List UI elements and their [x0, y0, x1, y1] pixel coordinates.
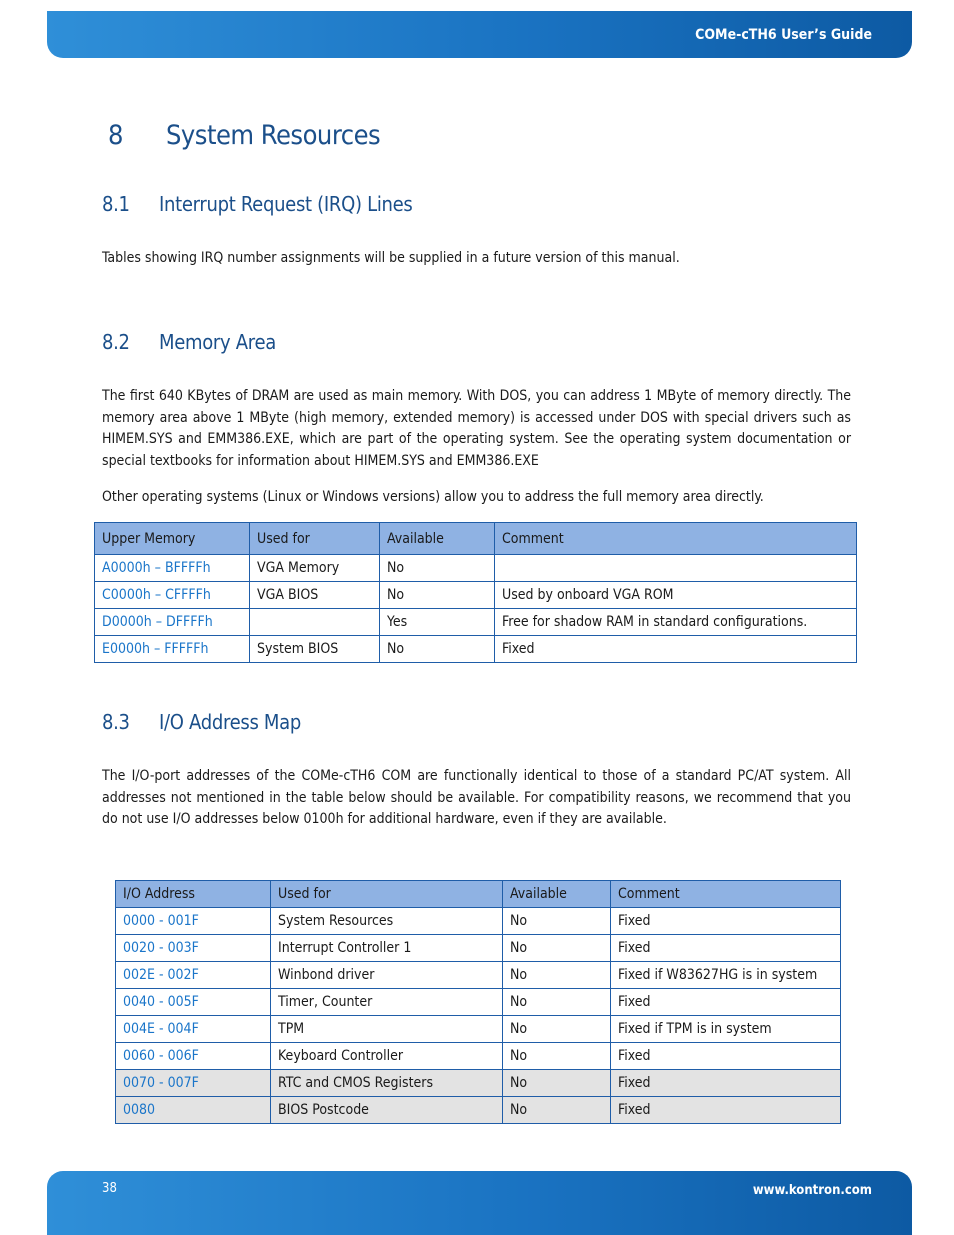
table-cell: Fixed — [611, 908, 841, 935]
section-title: I/O Address Map — [159, 710, 302, 734]
table-cell — [250, 609, 380, 636]
table-cell: Fixed if W83627HG is in system — [611, 962, 841, 989]
address-link[interactable]: A0000h – BFFFFh — [95, 555, 250, 582]
irq-paragraph: Tables showing IRQ number assignments will be supplied in a future version of this manual. — [102, 250, 680, 266]
table-row — [116, 962, 841, 989]
table-row — [95, 636, 857, 663]
section-heading-irq — [102, 192, 412, 216]
section-number: 8.2 — [102, 330, 130, 354]
chapter-number: 8 — [108, 120, 123, 151]
memory-table — [94, 522, 857, 663]
table-cell: System BIOS — [250, 636, 380, 663]
address-link[interactable]: 0000 - 001F — [116, 908, 271, 935]
chapter-title: System Resources — [166, 120, 381, 151]
io-address-table — [115, 880, 841, 1124]
address-link[interactable]: 0060 - 006F — [116, 1043, 271, 1070]
memory-paragraph-2: Other operating systems (Linux or Windows versions) allow you to address the full memory area directly. — [102, 489, 764, 505]
table-cell: No — [503, 989, 611, 1016]
table-row — [116, 1043, 841, 1070]
table-cell: Fixed — [611, 1070, 841, 1097]
table-cell: No — [503, 962, 611, 989]
table-cell: No — [380, 582, 495, 609]
table-cell: No — [503, 908, 611, 935]
footer-bar — [47, 1171, 912, 1235]
table-cell: No — [380, 636, 495, 663]
address-link[interactable]: 0020 - 003F — [116, 935, 271, 962]
table-cell: Keyboard Controller — [271, 1043, 503, 1070]
memory-paragraph-1: The first 640 KBytes of DRAM are used as main memory. With DOS, you can address 1 MByte of memory directly. The memory area above 1 MByte (high memory, extended memory) is accessed under DOS with special drivers such as HIMEM.SYS and EMM386.EXE, which are part of the operating system. See the operating system documentation or special textbooks for information about HIMEM.SYS and EMM386.EXE — [102, 388, 851, 469]
address-link[interactable]: D0000h – DFFFFh — [95, 609, 250, 636]
website-link[interactable]: www.kontron.com — [752, 1183, 872, 1198]
table-row — [95, 555, 857, 582]
table-cell: Winbond driver — [271, 962, 503, 989]
address-link[interactable]: 0040 - 005F — [116, 989, 271, 1016]
table-cell: Fixed — [611, 1097, 841, 1124]
table-cell: Interrupt Controller 1 — [271, 935, 503, 962]
table-cell: No — [503, 1097, 611, 1124]
table-cell: No — [503, 935, 611, 962]
table-cell: RTC and CMOS Registers — [271, 1070, 503, 1097]
column-header: Available — [503, 881, 611, 908]
page-number: 38 — [102, 1181, 117, 1196]
table-cell: No — [503, 1016, 611, 1043]
table-cell: Yes — [380, 609, 495, 636]
column-header: I/O Address — [116, 881, 271, 908]
chapter-heading — [108, 120, 380, 151]
io-paragraph: The I/O-port addresses of the COMe-cTH6 COM are functionally identical to those of a standard PC/AT system. All addresses not mentioned in the table below should be available. For compatibility reasons, we recommend that you do not use I/O addresses below 0100h for additional hardware, even if they are available. — [102, 768, 851, 827]
table-header-row — [116, 881, 841, 908]
table-cell: No — [503, 1070, 611, 1097]
table-cell: Fixed — [611, 989, 841, 1016]
table-cell: VGA Memory — [250, 555, 380, 582]
table-cell: Free for shadow RAM in standard configurations. — [495, 609, 857, 636]
table-row — [116, 908, 841, 935]
table-cell: Fixed — [611, 935, 841, 962]
column-header: Used for — [250, 523, 380, 555]
section-number: 8.1 — [102, 192, 130, 216]
table-cell: No — [503, 1043, 611, 1070]
document-title: COMe-cTH6 User’s Guide — [695, 27, 872, 43]
column-header: Comment — [611, 881, 841, 908]
table-cell: Fixed if TPM is in system — [611, 1016, 841, 1043]
section-title: Memory Area — [159, 330, 276, 354]
address-link[interactable]: 0080 — [116, 1097, 271, 1124]
table-row — [116, 1070, 841, 1097]
address-link[interactable]: 0070 - 007F — [116, 1070, 271, 1097]
column-header: Used for — [271, 881, 503, 908]
table-cell: No — [380, 555, 495, 582]
table-cell: Used by onboard VGA ROM — [495, 582, 857, 609]
table-cell: Timer, Counter — [271, 989, 503, 1016]
table-cell: Fixed — [495, 636, 857, 663]
table-row — [95, 609, 857, 636]
table-row — [116, 1016, 841, 1043]
section-title: Interrupt Request (IRQ) Lines — [159, 192, 413, 216]
address-link[interactable]: C0000h – CFFFFh — [95, 582, 250, 609]
table-header-row — [95, 523, 857, 555]
table-cell — [495, 555, 857, 582]
table-row — [95, 582, 857, 609]
address-link[interactable]: 004E - 004F — [116, 1016, 271, 1043]
table-row — [116, 989, 841, 1016]
header-bar — [47, 11, 912, 58]
table-row — [116, 935, 841, 962]
table-cell: TPM — [271, 1016, 503, 1043]
column-header: Available — [380, 523, 495, 555]
column-header: Upper Memory — [95, 523, 250, 555]
section-heading-memory — [102, 330, 276, 354]
table-cell: BIOS Postcode — [271, 1097, 503, 1124]
table-cell: Fixed — [611, 1043, 841, 1070]
address-link[interactable]: 002E - 002F — [116, 962, 271, 989]
section-heading-io — [102, 710, 301, 734]
column-header: Comment — [495, 523, 857, 555]
table-cell: System Resources — [271, 908, 503, 935]
table-cell: VGA BIOS — [250, 582, 380, 609]
address-link[interactable]: E0000h – FFFFFh — [95, 636, 250, 663]
section-number: 8.3 — [102, 710, 130, 734]
table-row — [116, 1097, 841, 1124]
